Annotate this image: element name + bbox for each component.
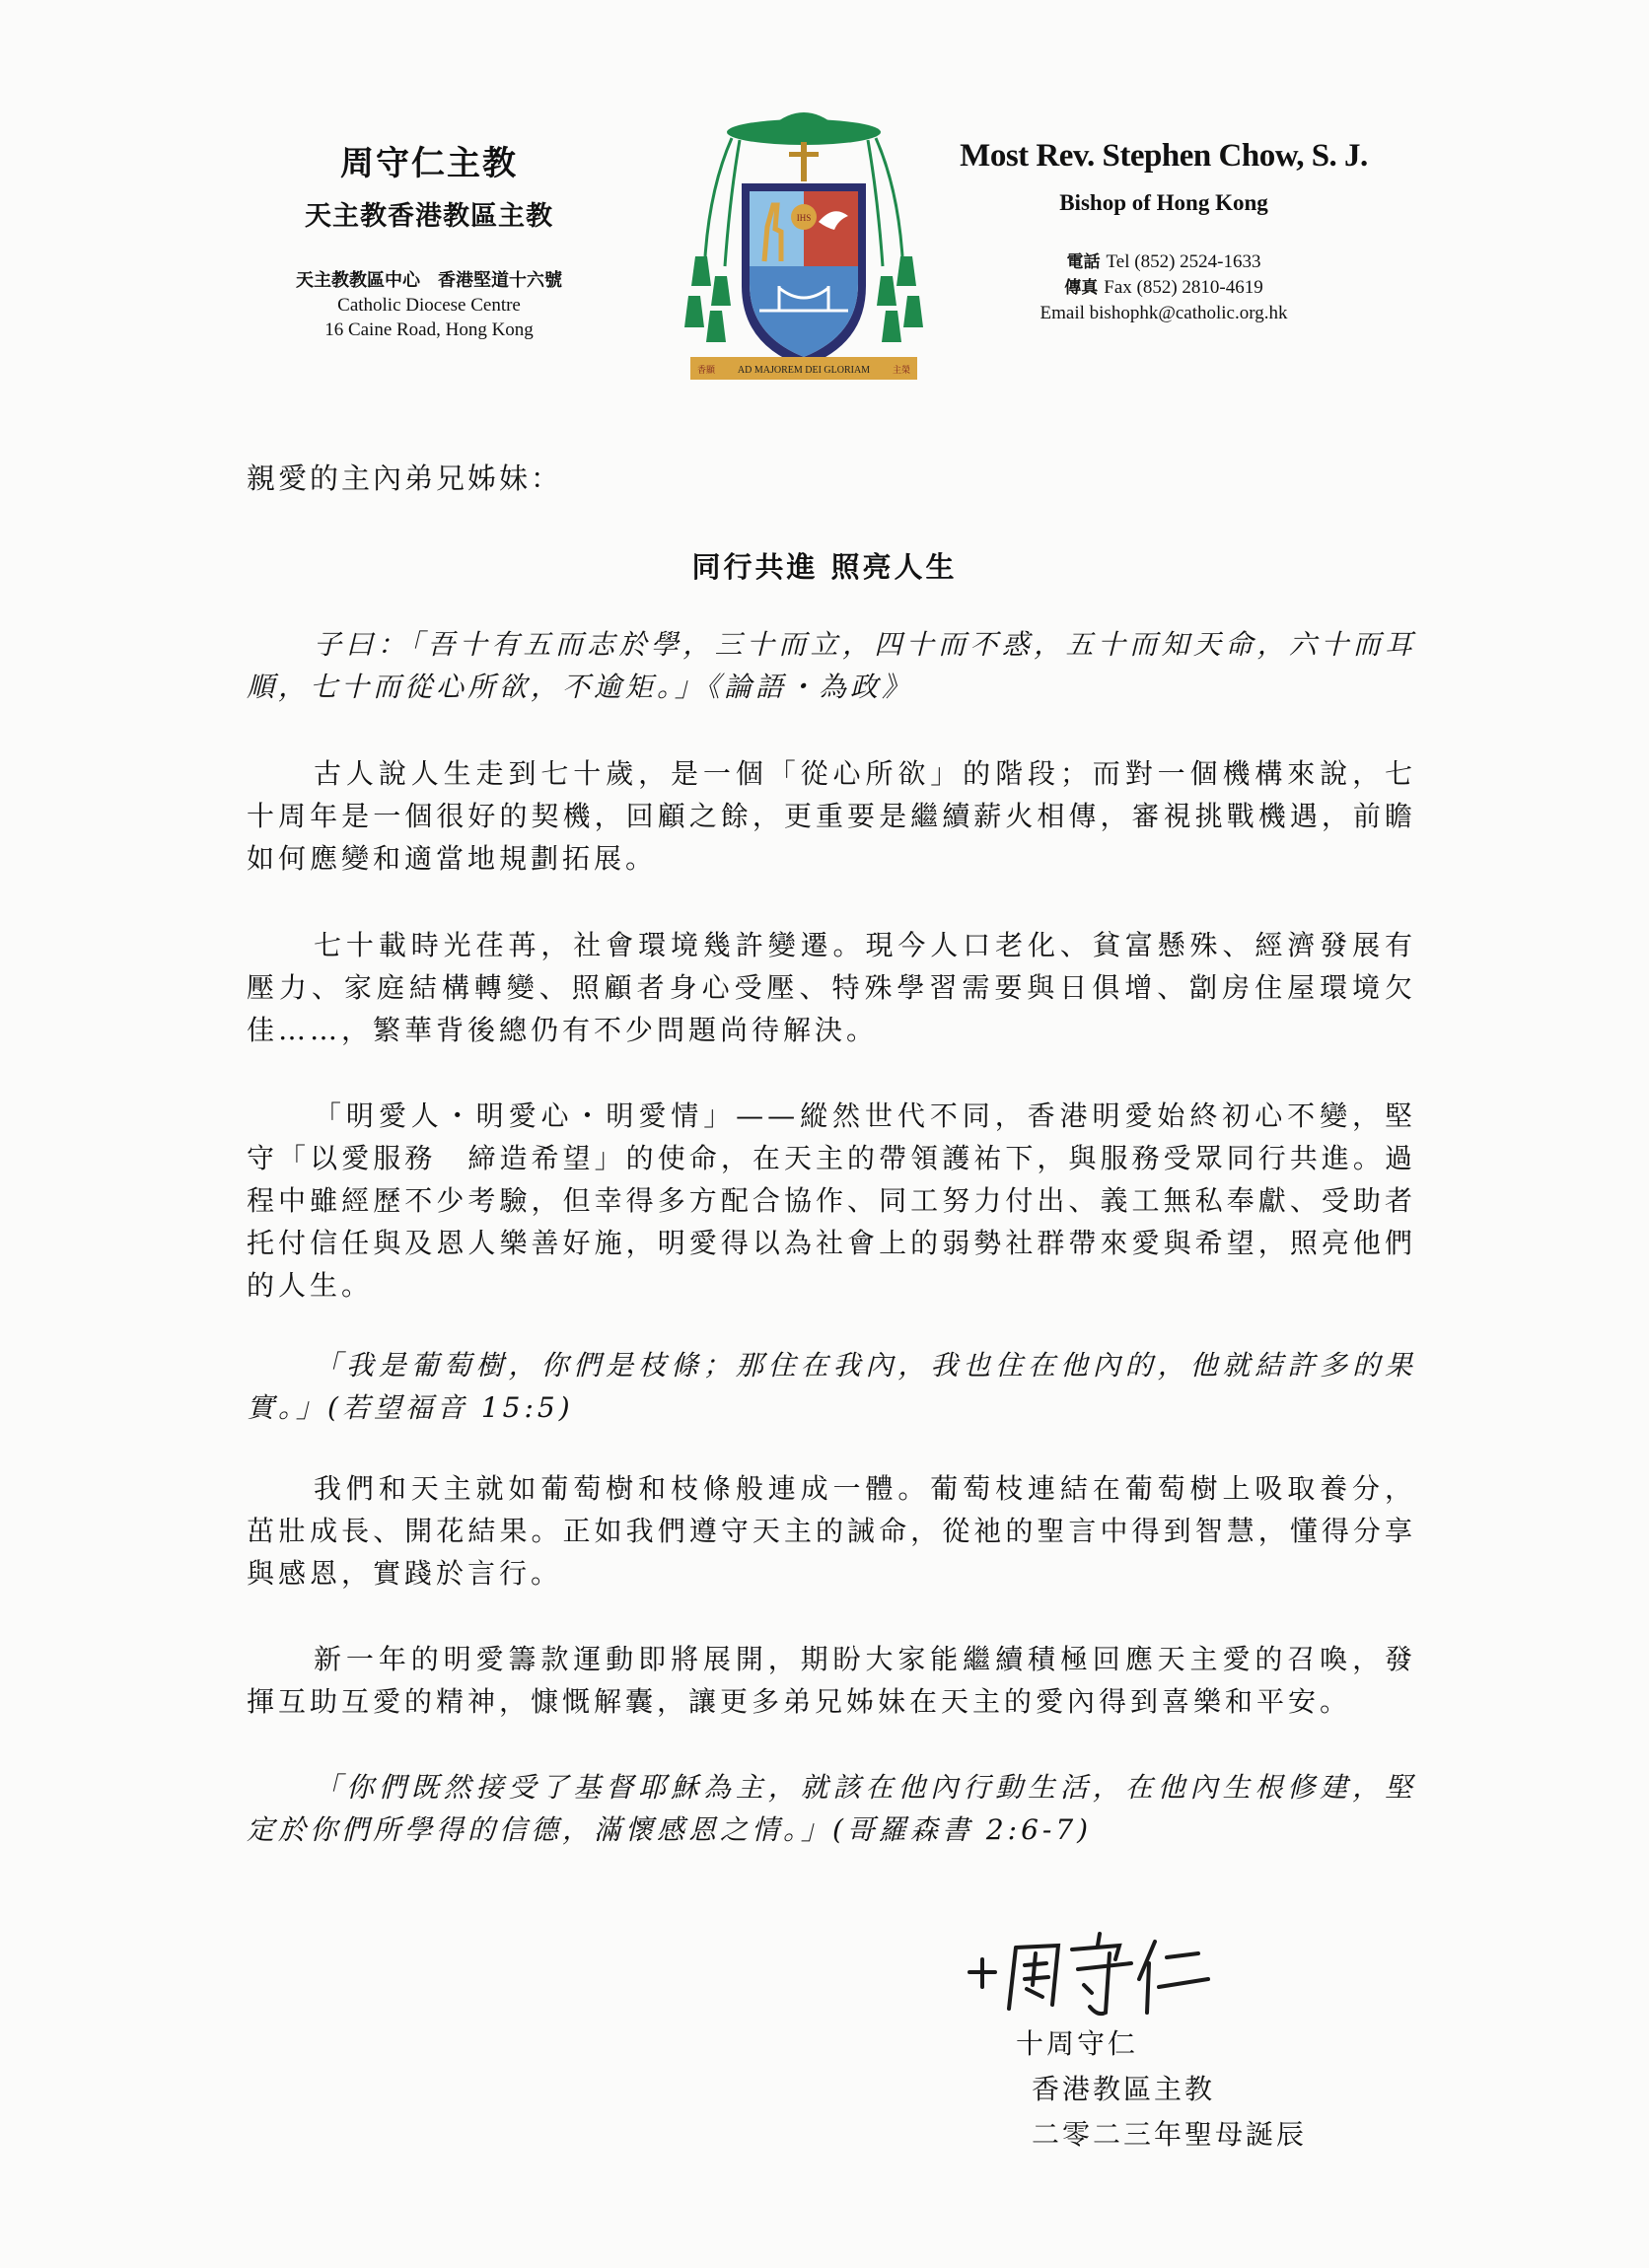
letter-title: 同行共進 照亮人生 (691, 550, 958, 584)
letterhead-right (952, 138, 1376, 325)
paragraph-4: 我們和天主就如葡萄樹和枝條般連成一體。葡萄枝連結在葡萄樹上吸取養分，茁壯成長、開花結果。正如我們遵守天主的誡命，從祂的聖言中得到智慧，懂得分享與感恩，實踐於言行。 (247, 1472, 1416, 1590)
closing-block (1016, 2021, 1307, 2158)
coat-of-arms-icon (671, 99, 937, 394)
quote-colossians: 「你們既然接受了基督耶穌為主，就該在他內行動生活，在他內生根修建，堅定於你們所學得的信德，滿懷感恩之情。」(哥羅森書 2:6-7) (247, 1771, 1416, 1846)
quote-analects: 子曰：「吾十有五而志於學，三十而立，四十而不惑，五十而知天命，六十而耳順，七十而從心所欲，不逾矩。」《論語・為政》 (247, 628, 1416, 703)
bishop-title-en: Bishop of Hong Kong (1059, 190, 1268, 215)
bishop-name-en: Most Rev. Stephen Chow, S. J. (960, 138, 1368, 174)
quote-john: 「我是葡萄樹，你們是枝條；那住在我內，我也住在他內的，他就結許多的果實。」(若望福音 15:5) (247, 1349, 1416, 1424)
handwritten-signature (962, 1928, 1218, 2017)
letterhead-left (237, 136, 621, 342)
bishop-name-cn: 周守仁主教 (340, 144, 518, 183)
paragraph-3: 「明愛人・明愛心・明愛情」——縱然世代不同，香港明愛始終初心不變，堅守「以愛服務 締造希望」的使命，在天主的帶領護祐下，與服務受眾同行共進。過程中雖經歷不少考驗，但幸得多方配合協作、同工努力付出、義工無私奉獻、受助者托付信任與及恩人樂善好施，明愛得以為社會上的弱勢社群帶來愛與希望，照亮他們的人生。 (247, 1099, 1416, 1302)
fax: 傳真 Fax (852) 2810-4619 (1064, 277, 1263, 298)
closing-name: 十周守仁 (1016, 2027, 1139, 2060)
telephone: 電話 Tel (852) 2524-1633 (1066, 251, 1261, 272)
motto-text: AD MAJOREM DEI GLORIAM (737, 365, 871, 376)
closing-title: 香港教區主教 (1032, 2073, 1216, 2105)
svg-text:主榮: 主榮 (892, 366, 911, 376)
svg-text:香顯: 香顯 (696, 366, 716, 376)
email: Email bishophk@catholic.org.hk (1040, 303, 1288, 323)
address-en-line1: Catholic Diocese Centre (337, 295, 521, 316)
bishop-title-cn: 天主教香港教區主教 (305, 201, 553, 232)
salutation: 親愛的主內弟兄姊妹： (247, 461, 563, 495)
svg-text:IHS: IHS (796, 213, 812, 223)
address-cn: 天主教教區中心 香港堅道十六號 (296, 270, 562, 291)
processional-cross (801, 142, 807, 181)
galero-crown (769, 112, 838, 128)
paragraph-1: 古人說人生走到七十歲，是一個「從心所欲」的階段；而對一個機構來說，七十周年是一個很好的契機，回顧之餘，更重要是繼續薪火相傳，審視挑戰機遇，前瞻如何應變和適當地規劃拓展。 (247, 757, 1416, 875)
paragraph-5: 新一年的明愛籌款運動即將展開，期盼大家能繼續積極回應天主愛的召喚，發揮互助互愛的精神，慷慨解囊，讓更多弟兄姊妹在天主的愛內得到喜樂和平安。 (247, 1643, 1416, 1718)
paragraph-2: 七十載時光荏苒，社會環境幾許變遷。現今人口老化、貧富懸殊、經濟發展有壓力、家庭結構轉變、照顧者身心受壓、特殊學習需要與日俱增、劏房住屋環境欠佳……，繁華背後總仍有不少問題尚待解決。 (247, 929, 1416, 1046)
address-en-line2: 16 Caine Road, Hong Kong (324, 319, 534, 340)
closing-date: 二零二三年聖母誕辰 (1032, 2118, 1308, 2151)
